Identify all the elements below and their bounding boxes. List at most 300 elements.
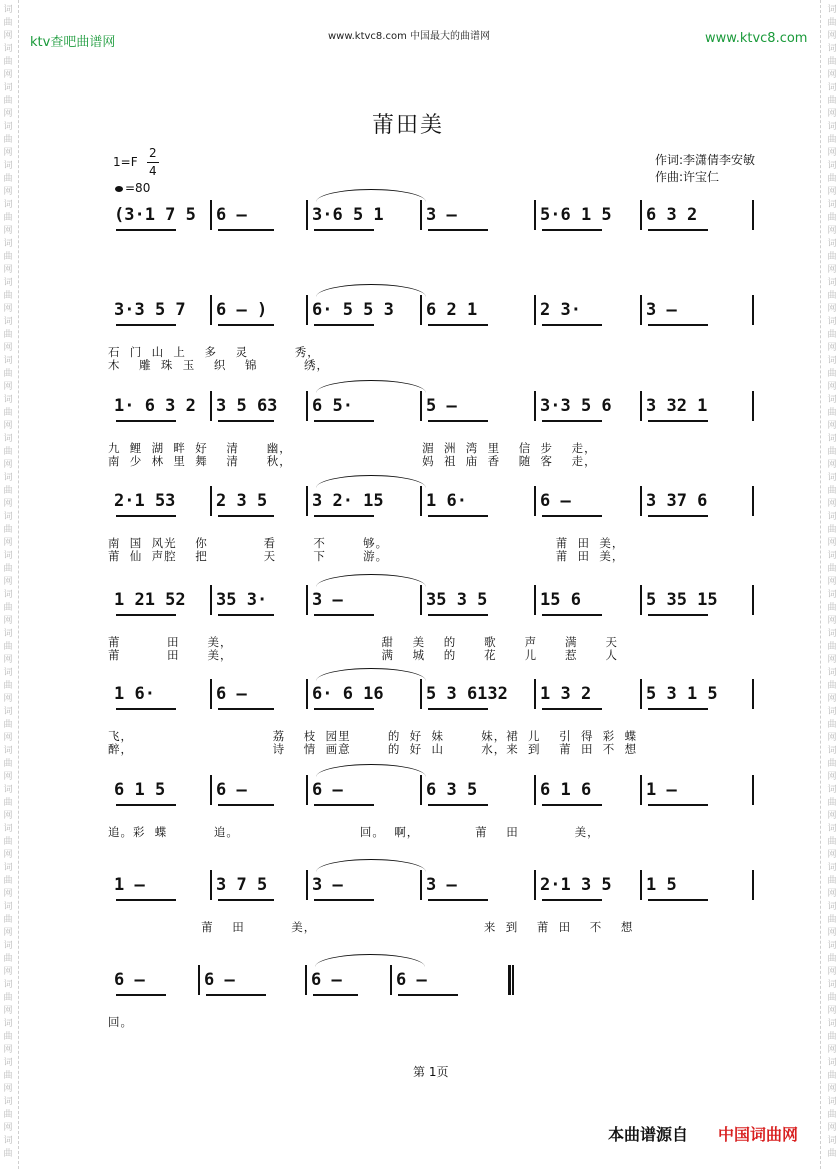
watermark-char: 网 (3, 616, 13, 626)
watermark-char: 网 (3, 70, 13, 80)
watermark-char: 网 (827, 109, 837, 119)
watermark-char: 网 (3, 343, 13, 353)
watermark-char: 网 (827, 967, 837, 977)
watermark-char: 曲 (3, 720, 13, 730)
measure-notes: 3 7 5 (216, 875, 268, 895)
watermark-char: 词 (827, 122, 837, 132)
measure-notes: 3 37 6 (646, 491, 708, 511)
watermark-char: 曲 (3, 213, 13, 223)
watermark-char: 网 (3, 499, 13, 509)
watermark-char: 网 (827, 655, 837, 665)
watermark-char: 网 (827, 1045, 837, 1055)
left-margin-line (18, 0, 20, 1169)
measure-notes: 6 – (216, 780, 247, 800)
beam-line (542, 324, 602, 326)
watermark-char: 词 (827, 707, 837, 717)
beam-line (648, 708, 708, 710)
lyrics-line: 回。 (108, 1015, 133, 1029)
bar-line (420, 679, 422, 709)
measure-notes: 3 – (426, 205, 457, 225)
watermark-char: 网 (3, 226, 13, 236)
measure-notes: 5 3 6132 (426, 684, 508, 704)
bar-line (210, 679, 212, 709)
bar-line (210, 585, 212, 615)
measure-notes: 3 – (312, 875, 343, 895)
bar-line (640, 775, 642, 805)
watermark-char: 曲 (827, 486, 837, 496)
beam-line (116, 229, 176, 231)
beam-line (428, 614, 488, 616)
bar-line (210, 200, 212, 230)
measure-notes: 3 – (312, 590, 343, 610)
measure-notes: 2·1 53 (114, 491, 176, 511)
measure-notes: 3 32 1 (646, 396, 708, 416)
beam-line (314, 420, 374, 422)
watermark-char: 网 (827, 1006, 837, 1016)
song-title: 莆田美 (372, 113, 445, 138)
watermark-char: 词 (3, 512, 13, 522)
beam-line (314, 614, 374, 616)
beam-line (314, 804, 374, 806)
bar-line (306, 486, 308, 516)
bar-line (640, 679, 642, 709)
watermark-char: 曲 (827, 18, 837, 28)
beam-line (648, 324, 708, 326)
time-signature-line (147, 162, 159, 163)
beam-line (648, 515, 708, 517)
bar-line (198, 965, 200, 995)
beam-line (542, 420, 602, 422)
watermark-char: 词 (3, 434, 13, 444)
watermark-char: 曲 (827, 1032, 837, 1042)
watermark-char: 网 (827, 226, 837, 236)
watermark-char: 网 (827, 733, 837, 743)
page-number: 第 1页 (413, 1065, 449, 1079)
watermark-char: 曲 (827, 174, 837, 184)
watermark-char: 曲 (3, 57, 13, 67)
watermark-char: 词 (3, 356, 13, 366)
watermark-char: 词 (3, 941, 13, 951)
header-site-left[interactable]: ktv查吧曲谱网 (30, 35, 116, 50)
watermark-char: 曲 (827, 525, 837, 535)
bar-line (752, 391, 754, 421)
bar-line (752, 585, 754, 615)
measure-notes: 1 5 (646, 875, 677, 895)
bar-line (306, 295, 308, 325)
watermark-char: 词 (3, 1058, 13, 1068)
bar-line (752, 486, 754, 516)
watermark-char: 曲 (827, 876, 837, 886)
watermark-char: 曲 (3, 18, 13, 28)
measure-notes: 35 3· (216, 590, 268, 610)
measure-notes: 2 3 5 (216, 491, 268, 511)
watermark-char: 曲 (3, 369, 13, 379)
watermark-char: 词 (827, 590, 837, 600)
bar-line (420, 775, 422, 805)
beam-line (648, 804, 708, 806)
watermark-char: 曲 (3, 447, 13, 457)
composer: 作曲:许宝仁 (655, 170, 720, 184)
bar-line (420, 295, 422, 325)
watermark-char: 曲 (3, 330, 13, 340)
measure-notes: 6 5· (312, 396, 353, 416)
watermark-char: 网 (3, 850, 13, 860)
watermark-char: 网 (3, 1084, 13, 1094)
watermark-char: 曲 (827, 135, 837, 145)
watermark-char: 词 (3, 746, 13, 756)
watermark-char: 词 (3, 824, 13, 834)
measure-notes: 1 – (646, 780, 677, 800)
watermark-char: 网 (3, 577, 13, 587)
beam-line (648, 229, 708, 231)
watermark-char: 网 (827, 928, 837, 938)
watermark-char: 词 (827, 83, 837, 93)
lyrics-line: 醉， 诗 情 画意 的 好 山 水，来 到 莆 田 不 想 (108, 742, 638, 756)
beam-line (314, 708, 374, 710)
watermark-char: 词 (3, 5, 13, 15)
beam-line (218, 614, 274, 616)
watermark-char: 曲 (827, 954, 837, 964)
watermark-char: 词 (3, 551, 13, 561)
watermark-char: 网 (827, 772, 837, 782)
beam-line (116, 614, 176, 616)
lyrics-line: 莆 田 美， 来 到 莆 田 不 想 (108, 920, 634, 934)
bar-line (752, 295, 754, 325)
watermark-char: 网 (827, 187, 837, 197)
lyrics-line: 木 雕 珠 玉 织 锦 绣， (108, 358, 330, 372)
bar-line (420, 585, 422, 615)
watermark-char: 网 (827, 148, 837, 158)
watermark-char: 网 (3, 265, 13, 275)
lyrics-line: 石 门 山 上 多 灵 秀， (108, 345, 320, 359)
bar-line (752, 679, 754, 709)
watermark-char: 词 (827, 161, 837, 171)
bar-line (534, 391, 536, 421)
beam-line (116, 420, 176, 422)
watermark-char: 曲 (827, 96, 837, 106)
watermark-char: 曲 (3, 798, 13, 808)
bar-line (420, 391, 422, 421)
watermark-char: 曲 (3, 915, 13, 925)
watermark-char: 曲 (827, 447, 837, 457)
header-site-center[interactable]: www.ktvc8.com 中国最大的曲谱网 (328, 31, 491, 42)
watermark-char: 网 (3, 733, 13, 743)
lyrics-line: 南 少 林 里 舞 清 秋， 妈 祖 庙 香 随 客 走， (108, 454, 597, 468)
watermark-char: 网 (3, 304, 13, 314)
lyrics-line: 南 国 风光 你 看 不 够。 莆 田 美， (108, 536, 625, 550)
bar-line (305, 965, 307, 995)
watermark-char: 词 (3, 83, 13, 93)
slur (316, 284, 426, 297)
measure-notes: 35 3 5 (426, 590, 488, 610)
watermark-char: 网 (3, 967, 13, 977)
watermark-char: 网 (3, 811, 13, 821)
watermark-char: 网 (3, 382, 13, 392)
watermark-char: 词 (827, 785, 837, 795)
watermark-char: 曲 (827, 837, 837, 847)
bar-line (306, 679, 308, 709)
bar-line (534, 200, 536, 230)
watermark-char: 网 (827, 1084, 837, 1094)
watermark-char: 曲 (3, 174, 13, 184)
watermark-char: 词 (827, 746, 837, 756)
tempo: =80 (125, 181, 151, 195)
bar-line (306, 200, 308, 230)
watermark-char: 网 (3, 538, 13, 548)
watermark-char: 曲 (827, 213, 837, 223)
watermark-char: 曲 (827, 57, 837, 67)
measure-notes: 6 – (114, 970, 145, 990)
measure-notes: 3 5 63 (216, 396, 278, 416)
bar-line (210, 295, 212, 325)
measure-notes: 6 2 1 (426, 300, 478, 320)
beam-line (428, 420, 488, 422)
watermark-char: 曲 (827, 915, 837, 925)
watermark-char: 词 (827, 551, 837, 561)
measure-notes: (3·1 7 5 (114, 205, 196, 225)
watermark-char: 曲 (3, 993, 13, 1003)
beam-line (428, 229, 488, 231)
watermark-char: 网 (3, 1006, 13, 1016)
bar-line (390, 965, 392, 995)
watermark-char: 网 (3, 772, 13, 782)
watermark-char: 词 (3, 629, 13, 639)
bar-line (640, 486, 642, 516)
beam-line (218, 899, 274, 901)
watermark-char: 曲 (827, 798, 837, 808)
measure-notes: 6· 5 5 3 (312, 300, 394, 320)
measure-notes: 1 21 52 (114, 590, 186, 610)
watermark-char: 网 (3, 1045, 13, 1055)
beam-line (116, 708, 176, 710)
bar-line (306, 870, 308, 900)
lyrics-line: 飞， 荔 枝 园里 的 好 妹 妹，裙 儿 引 得 彩 蝶 (108, 729, 638, 743)
time-signature-bottom: 4 (149, 164, 157, 178)
watermark-char: 网 (827, 460, 837, 470)
watermark-char: 曲 (3, 642, 13, 652)
beam-line (116, 804, 176, 806)
watermark-char: 网 (3, 421, 13, 431)
source-prefix: 本曲谱源自 (608, 1125, 689, 1144)
beam-line (314, 515, 374, 517)
watermark-char: 曲 (3, 1032, 13, 1042)
beam-line (648, 420, 708, 422)
measure-notes: 5 – (426, 396, 457, 416)
watermark-char: 词 (3, 44, 13, 54)
watermark-char: 词 (3, 1097, 13, 1107)
watermark-char: 曲 (827, 1071, 837, 1081)
bar-line (210, 391, 212, 421)
watermark-char: 词 (827, 239, 837, 249)
watermark-char: 曲 (827, 642, 837, 652)
slur (315, 954, 425, 967)
measure-notes: 6 – (216, 205, 247, 225)
watermark-char: 网 (827, 265, 837, 275)
measure-notes: 1 6· (114, 684, 155, 704)
measure-notes: 5·6 1 5 (540, 205, 612, 225)
watermark-char: 词 (827, 5, 837, 15)
bar-line (420, 200, 422, 230)
watermark-char: 词 (827, 395, 837, 405)
watermark-char: 词 (827, 200, 837, 210)
slur (316, 764, 426, 777)
measure-notes: 2 3· (540, 300, 581, 320)
watermark-char: 网 (827, 616, 837, 626)
watermark-char: 词 (3, 161, 13, 171)
watermark-char: 词 (3, 863, 13, 873)
final-bar-line (508, 965, 511, 995)
bar-line (512, 965, 514, 995)
beam-line (428, 804, 488, 806)
bar-line (534, 295, 536, 325)
watermark-char: 网 (827, 538, 837, 548)
watermark-char: 词 (3, 395, 13, 405)
measure-notes: 5 3 1 5 (646, 684, 718, 704)
watermark-char: 曲 (827, 252, 837, 262)
bar-line (752, 775, 754, 805)
watermark-char: 曲 (3, 564, 13, 574)
bar-line (534, 775, 536, 805)
slur (316, 189, 426, 202)
measure-notes: 3 – (426, 875, 457, 895)
bar-line (640, 585, 642, 615)
watermark-char: 网 (827, 850, 837, 860)
watermark-char: 曲 (827, 993, 837, 1003)
watermark-char: 词 (827, 473, 837, 483)
watermark-char: 曲 (827, 681, 837, 691)
watermark-char: 曲 (3, 681, 13, 691)
watermark-char: 网 (3, 187, 13, 197)
measure-notes: 3 2· 15 (312, 491, 384, 511)
watermark-char: 词 (827, 356, 837, 366)
measure-notes: 6 1 5 (114, 780, 166, 800)
watermark-char: 网 (3, 928, 13, 938)
watermark-char: 曲 (3, 408, 13, 418)
beam-line (206, 994, 266, 996)
watermark-char: 词 (3, 785, 13, 795)
right-watermark-strip (824, 0, 840, 1169)
beam-line (648, 899, 708, 901)
watermark-char: 词 (3, 200, 13, 210)
bar-line (640, 391, 642, 421)
slur (316, 668, 426, 681)
watermark-char: 网 (3, 889, 13, 899)
bar-line (640, 870, 642, 900)
watermark-char: 曲 (827, 759, 837, 769)
measure-notes: 1· 6 3 2 (114, 396, 196, 416)
measure-notes: 1 3 2 (540, 684, 592, 704)
left-watermark-strip (0, 0, 16, 1169)
watermark-char: 网 (827, 421, 837, 431)
measure-notes: 5 35 15 (646, 590, 718, 610)
beam-line (116, 899, 176, 901)
watermark-char: 网 (827, 499, 837, 509)
watermark-char: 词 (3, 668, 13, 678)
watermark-char: 曲 (3, 1071, 13, 1081)
measure-notes: 6 – (311, 970, 342, 990)
watermark-char: 词 (827, 668, 837, 678)
measure-notes: 1 – (114, 875, 145, 895)
watermark-char: 词 (827, 512, 837, 522)
bar-line (420, 486, 422, 516)
watermark-char: 词 (3, 122, 13, 132)
watermark-char: 词 (827, 629, 837, 639)
watermark-char: 词 (827, 278, 837, 288)
measure-notes: 2·1 3 5 (540, 875, 612, 895)
watermark-char: 网 (3, 460, 13, 470)
measure-notes: 6 – (204, 970, 235, 990)
watermark-char: 词 (3, 707, 13, 717)
lyrics-line: 莆 仙 声腔 把 天 下 游。 莆 田 美， (108, 549, 625, 563)
watermark-char: 曲 (827, 369, 837, 379)
watermark-char: 曲 (3, 954, 13, 964)
bar-line (752, 200, 754, 230)
watermark-char: 词 (827, 1019, 837, 1029)
watermark-char: 曲 (827, 564, 837, 574)
beam-line (218, 324, 274, 326)
beam-line (218, 229, 274, 231)
watermark-char: 曲 (3, 525, 13, 535)
watermark-char: 词 (827, 1136, 837, 1146)
watermark-char: 曲 (827, 603, 837, 613)
measure-notes: 15 6 (540, 590, 581, 610)
measure-notes: 6 1 6 (540, 780, 592, 800)
watermark-char: 词 (827, 863, 837, 873)
measure-notes: 6 – (312, 780, 343, 800)
beam-line (218, 515, 274, 517)
bar-line (306, 775, 308, 805)
measure-notes: 6 3 2 (646, 205, 698, 225)
watermark-char: 网 (827, 382, 837, 392)
watermark-char: 网 (3, 31, 13, 41)
lyrics-line: 莆 田 美， 甜 美 的 歌 声 满 天 (108, 635, 618, 649)
watermark-char: 网 (3, 655, 13, 665)
watermark-char: 词 (827, 980, 837, 990)
watermark-char: 曲 (3, 876, 13, 886)
watermark-char: 网 (827, 889, 837, 899)
watermark-char: 网 (827, 304, 837, 314)
watermark-char: 词 (827, 44, 837, 54)
beam-line (116, 515, 176, 517)
bar-line (210, 775, 212, 805)
bar-line (752, 870, 754, 900)
bar-line (306, 391, 308, 421)
beam-line (542, 899, 602, 901)
beam-line (428, 324, 488, 326)
beam-line (542, 804, 602, 806)
watermark-char: 词 (827, 824, 837, 834)
watermark-char: 词 (827, 1058, 837, 1068)
header-site-right[interactable]: www.ktvc8.com (705, 31, 808, 46)
watermark-char: 网 (827, 343, 837, 353)
watermark-char: 曲 (827, 330, 837, 340)
time-signature-top: 2 (149, 146, 157, 160)
measure-notes: 6 – ) (216, 300, 268, 320)
watermark-char: 词 (3, 980, 13, 990)
measure-notes: 6· 6 16 (312, 684, 384, 704)
watermark-char: 曲 (3, 252, 13, 262)
slur (316, 380, 426, 393)
watermark-char: 词 (827, 317, 837, 327)
lyricist: 作词:李潇倩李安敏 (655, 153, 756, 167)
measure-notes: 1 6· (426, 491, 467, 511)
source-site[interactable]: 中国词曲网 (718, 1125, 799, 1144)
watermark-char: 曲 (3, 291, 13, 301)
measure-notes: 6 – (216, 684, 247, 704)
bar-line (534, 870, 536, 900)
watermark-char: 网 (3, 148, 13, 158)
watermark-char: 网 (3, 109, 13, 119)
